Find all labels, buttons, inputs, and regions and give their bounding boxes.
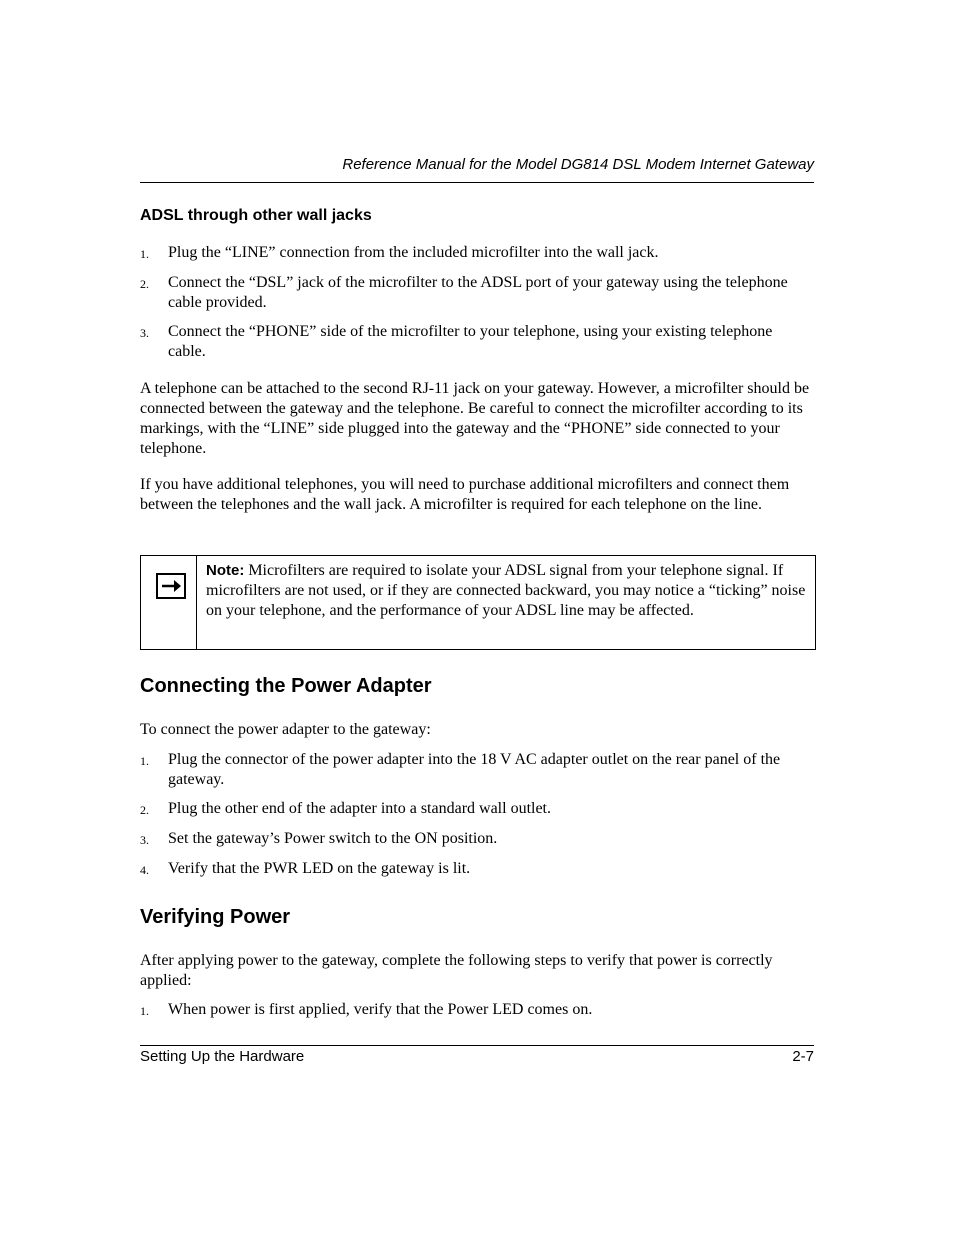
page-number: 2-7 bbox=[792, 1048, 814, 1065]
note-divider bbox=[196, 556, 197, 649]
list-number: 3. bbox=[140, 833, 149, 847]
note-label: Note: bbox=[206, 562, 245, 579]
note-box bbox=[140, 555, 816, 650]
footer-section-title: Setting Up the Hardware bbox=[140, 1048, 305, 1065]
list-number: 1. bbox=[140, 754, 149, 768]
list-number: 1. bbox=[140, 247, 149, 261]
list-item bbox=[140, 243, 814, 263]
paragraph-power-intro: To connect the power adapter to the gateway: bbox=[140, 721, 431, 738]
list-number: 3. bbox=[140, 326, 149, 340]
list-text: Plug the connector of the power adapter into the 18 V AC adapter outlet on the rear panel of the gateway. bbox=[168, 751, 781, 788]
list-text: Plug the “LINE” connection from the included microfilter into the wall jack. bbox=[168, 244, 659, 261]
header-rule bbox=[140, 182, 814, 183]
section-heading-verifying-power: Verifying Power bbox=[140, 906, 291, 928]
list-text: Plug the other end of the adapter into a standard wall outlet. bbox=[168, 800, 551, 817]
list-item bbox=[140, 829, 814, 849]
list-number: 2. bbox=[140, 803, 149, 817]
paragraph-additional-telephones: If you have additional telephones, you will need to purchase additional microfilters and connect them between the telephones and the wall jack. A microfilter is required for each telephone on the line. bbox=[140, 476, 790, 513]
paragraph-verify-intro: After applying power to the gateway, complete the following steps to verify that power is correctly applied: bbox=[140, 952, 773, 989]
list-item bbox=[140, 799, 814, 819]
list-item bbox=[140, 1000, 814, 1020]
list-item bbox=[140, 322, 814, 362]
list-number: 2. bbox=[140, 277, 149, 291]
section-heading-adsl: ADSL through other wall jacks bbox=[140, 207, 372, 224]
list-text: Connect the “DSL” jack of the microfilter to the ADSL port of your gateway using the telephone cable provided. bbox=[168, 274, 788, 311]
section-heading-power-adapter: Connecting the Power Adapter bbox=[140, 675, 432, 697]
arrow-right-icon bbox=[156, 573, 186, 599]
note-text bbox=[206, 561, 811, 621]
paragraph-rj11: A telephone can be attached to the second RJ-11 jack on your gateway. However, a microfilter should be connected between the gateway and the telephone. Be careful to connect the microfilter according to its markings, with the “LINE” side plugged into the gateway and the “PHONE” side connected to your telephone. bbox=[140, 380, 810, 457]
list-item bbox=[140, 273, 814, 313]
list-number: 4. bbox=[140, 863, 149, 877]
list-text: Verify that the PWR LED on the gateway is lit. bbox=[168, 860, 471, 877]
note-body: Microfilters are required to isolate your ADSL signal from your telephone signal. If microfilters are not used, or if they are connected backward, you may notice a “ticking” noise on your telephone, and the performance of your ADSL line may be affected. bbox=[206, 562, 806, 619]
list-text: Connect the “PHONE” side of the microfilter to your telephone, using your existing telephone cable. bbox=[168, 323, 773, 360]
footer-rule bbox=[140, 1045, 814, 1046]
list-item bbox=[140, 859, 814, 879]
list-number: 1. bbox=[140, 1004, 149, 1018]
list-item bbox=[140, 750, 814, 790]
list-text: Set the gateway’s Power switch to the ON position. bbox=[168, 830, 498, 847]
running-header: Reference Manual for the Model DG814 DSL Modem Internet Gateway bbox=[342, 156, 814, 173]
list-text: When power is first applied, verify that the Power LED comes on. bbox=[168, 1001, 593, 1018]
